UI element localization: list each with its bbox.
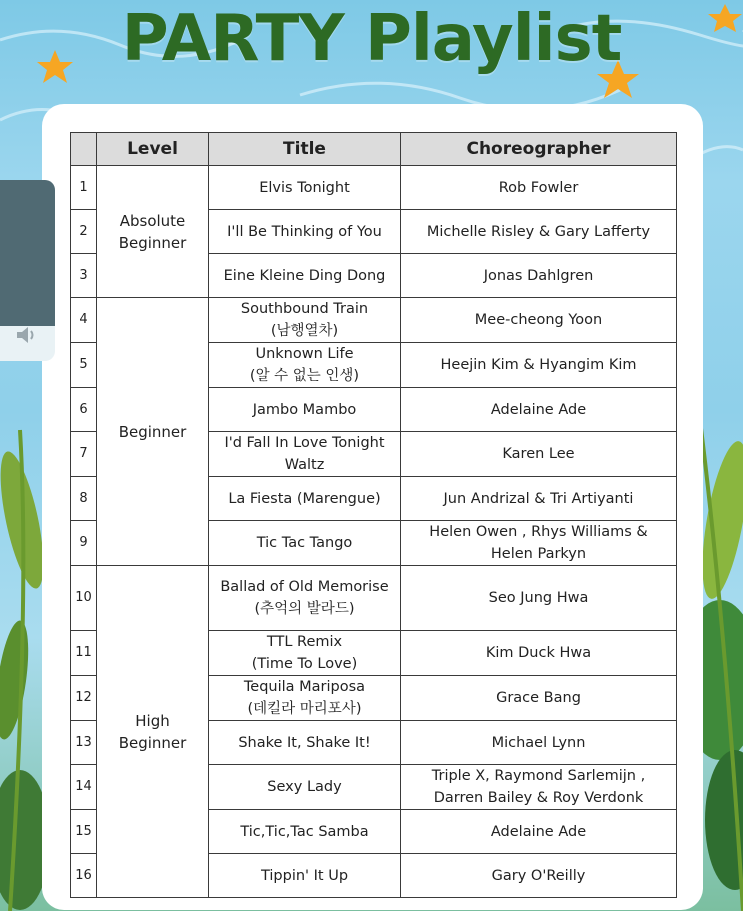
song-title: Elvis Tonight (209, 166, 401, 210)
choreographer: Gary O'Reilly (401, 854, 677, 898)
level-cell: Absolute Beginner (97, 166, 209, 298)
header-title: Title (209, 133, 401, 166)
row-number: 5 (71, 343, 97, 388)
row-number: 11 (71, 631, 97, 676)
song-title: I'll Be Thinking of You (209, 210, 401, 254)
choreographer: Jonas Dahlgren (401, 254, 677, 298)
song-title: Tic,Tic,Tac Samba (209, 810, 401, 854)
level-cell: Beginner (97, 298, 209, 566)
choreographer: Karen Lee (401, 432, 677, 477)
level-cell: High Beginner (97, 566, 209, 898)
song-title: Sexy Lady (209, 765, 401, 810)
row-number: 12 (71, 676, 97, 721)
row-number: 4 (71, 298, 97, 343)
row-number: 3 (71, 254, 97, 298)
table-row (71, 298, 677, 343)
row-number: 2 (71, 210, 97, 254)
song-title: Eine Kleine Ding Dong (209, 254, 401, 298)
song-title: Tequila Mariposa (데킬라 마리포사) (209, 676, 401, 721)
choreographer: Kim Duck Hwa (401, 631, 677, 676)
table-header-row (71, 133, 677, 166)
choreographer: Michelle Risley & Gary Lafferty (401, 210, 677, 254)
row-number: 1 (71, 166, 97, 210)
row-number: 8 (71, 477, 97, 521)
row-number: 15 (71, 810, 97, 854)
row-number: 14 (71, 765, 97, 810)
table-row (71, 166, 677, 210)
table-row (71, 566, 677, 631)
song-title: Unknown Life (알 수 없는 인생) (209, 343, 401, 388)
playlist-table (70, 132, 677, 898)
song-title: TTL Remix (Time To Love) (209, 631, 401, 676)
song-title: I'd Fall In Love Tonight Waltz (209, 432, 401, 477)
audio-widget-panel (0, 180, 55, 326)
choreographer: Grace Bang (401, 676, 677, 721)
choreographer: Michael Lynn (401, 721, 677, 765)
header-num (71, 133, 97, 166)
choreographer: Heejin Kim & Hyangim Kim (401, 343, 677, 388)
song-title: Jambo Mambo (209, 388, 401, 432)
choreographer: Adelaine Ade (401, 810, 677, 854)
song-title: Shake It, Shake It! (209, 721, 401, 765)
row-number: 7 (71, 432, 97, 477)
row-number: 16 (71, 854, 97, 898)
choreographer: Helen Owen , Rhys Williams & Helen Parkyn (401, 521, 677, 566)
header-level: Level (97, 133, 209, 166)
row-number: 13 (71, 721, 97, 765)
volume-icon[interactable] (14, 324, 40, 346)
header-choreographer: Choreographer (401, 133, 677, 166)
song-title: Southbound Train (남행열차) (209, 298, 401, 343)
choreographer: Seo Jung Hwa (401, 566, 677, 631)
choreographer: Triple X, Raymond Sarlemijn , Darren Bailey & Roy Verdonk (401, 765, 677, 810)
song-title: Tippin' It Up (209, 854, 401, 898)
song-title: Tic Tac Tango (209, 521, 401, 566)
choreographer: Rob Fowler (401, 166, 677, 210)
choreographer: Adelaine Ade (401, 388, 677, 432)
row-number: 10 (71, 566, 97, 631)
choreographer: Jun Andrizal & Tri Artiyanti (401, 477, 677, 521)
song-title: Ballad of Old Memorise (추억의 발라드) (209, 566, 401, 631)
choreographer: Mee-cheong Yoon (401, 298, 677, 343)
song-title: La Fiesta (Marengue) (209, 477, 401, 521)
row-number: 6 (71, 388, 97, 432)
row-number: 9 (71, 521, 97, 566)
page-title: PARTY Playlist (121, 2, 622, 76)
audio-side-widget[interactable] (0, 180, 55, 361)
